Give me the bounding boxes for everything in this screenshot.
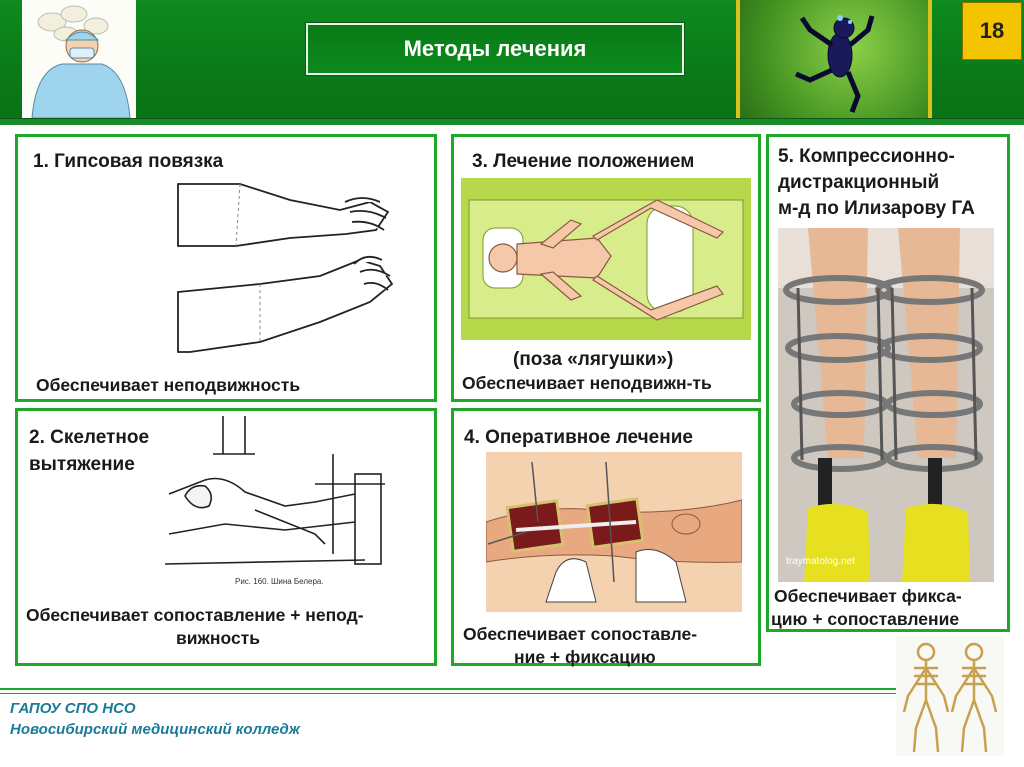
- page-title: Методы лечения: [403, 36, 587, 61]
- footer-divider: [0, 688, 900, 690]
- frog-pose-illustration: [461, 178, 751, 340]
- panel5-title-line1: 5. Компрессионно-: [778, 146, 955, 167]
- panel5-note-line1: Обеспечивает фикса-: [774, 586, 962, 606]
- panel5-title-line2: дистракционный: [778, 172, 940, 193]
- page-number: 18: [979, 18, 1005, 43]
- surgery-illustration: [486, 452, 742, 612]
- traction-caption: Рис. 160. Шина Белера.: [235, 577, 324, 586]
- panel3-note: Обеспечивает неподвижн-ть: [462, 373, 712, 393]
- skeleton-illustration: [896, 636, 1004, 756]
- photo-watermark: traymatolog.net: [786, 556, 855, 567]
- panel1-note: Обеспечивает неподвижность: [36, 375, 301, 395]
- panel2-note-line1: Обеспечивает сопоставление + непод-: [26, 605, 364, 625]
- frog-photo: [736, 0, 932, 118]
- footer-divider-thin: [0, 693, 900, 694]
- panel2-note-line2: вижность: [176, 628, 261, 648]
- ilizarov-photo: [778, 228, 994, 582]
- doctor-illustration: [22, 0, 136, 118]
- panel4-title: 4. Оперативное лечение: [464, 427, 693, 448]
- panel5-note-line2: цию + сопоставление: [771, 609, 960, 629]
- panel4-note-line2: ние + фиксацию: [514, 647, 656, 667]
- traction-illustration: [165, 414, 395, 590]
- page-number-badge: [962, 2, 1022, 60]
- footer-college: Новосибирский медицинский колледж: [10, 721, 300, 738]
- plaster-cast-illustration: [170, 172, 420, 362]
- panel2-title-line1: 2. Скелетное: [29, 427, 150, 448]
- title-box: [306, 23, 684, 75]
- panel5-title-line3: м-д по Илизарову ГА: [778, 198, 975, 219]
- header-divider: [0, 118, 1024, 125]
- panel1-title: 1. Гипсовая повязка: [33, 151, 224, 172]
- panel3-title: 3. Лечение положением: [472, 151, 695, 172]
- panel4-note-line1: Обеспечивает сопоставле-: [463, 624, 698, 644]
- panel2-title-line2: вытяжение: [29, 454, 135, 475]
- panel3-subtitle: (поза «лягушки»): [513, 349, 674, 370]
- footer-org: ГАПОУ СПО НСО: [10, 700, 136, 717]
